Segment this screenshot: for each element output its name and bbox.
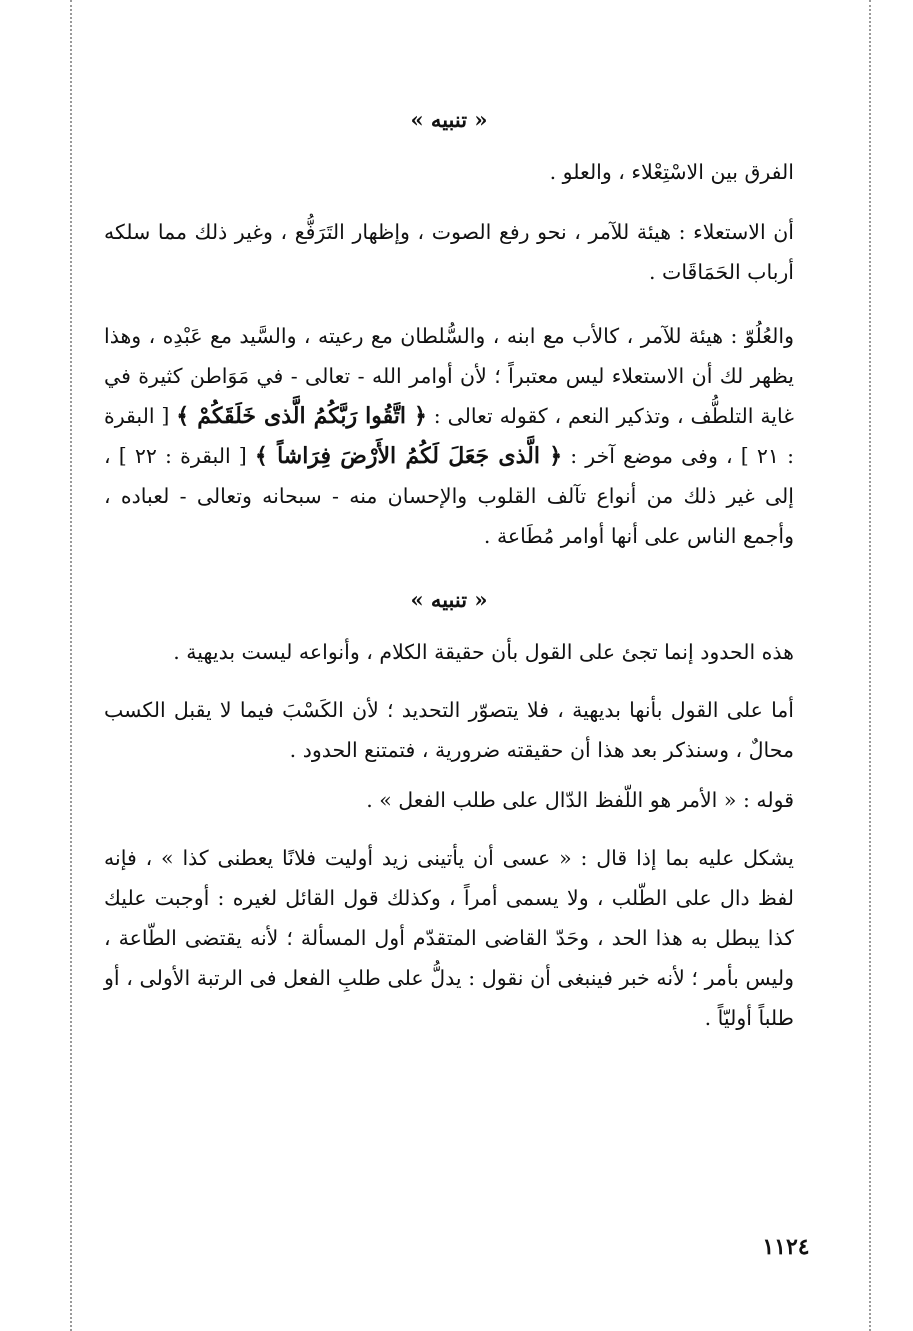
paragraph-quote-definition: قوله : « الأمر هو اللّفظ الدّال على طلب الفعل » . xyxy=(366,788,794,812)
page-edge-right xyxy=(869,0,871,1331)
paragraph-self-evident-view: أما على القول بأنها بديهية ، فلا يتصوّر التحديد ؛ لأن الكَسْبَ فيما لا يقبل الكسب محالٌ ، وسنذكر بعد هذا أن حقيقته ضرورية ، فتمتنع الحدود . xyxy=(104,698,794,762)
paragraph-uluw-text-1: والعُلُوّ : هيئة للآمر ، كالأب مع ابنه ، والسُّلطان مع رعيته ، والسَّيد مع عَبْدِه ، وهذا يظهر لك أن الاستعلاء ليس معتبراً ؛ لأن أوامر الله - تعالى - في مَوَاطن كثيرة في غاية التلطُّف ، وتذكير النعم ، كقوله تعالى : xyxy=(104,324,794,428)
section-heading-1: « تنبيه » xyxy=(410,107,488,132)
paragraph-definitions-note: هذه الحدود إنما تجئ على القول بأن حقيقة الكلام ، وأنواعه ليست بديهية . xyxy=(173,640,794,664)
paragraph-difference-statement: الفرق بين الاسْتِعْلاء ، والعلو . xyxy=(549,160,794,184)
paragraph-uluw-text-2: [ البقرة : ٢١ ] ، وفى موضع آخر : xyxy=(104,404,794,468)
page-edge-left xyxy=(70,0,72,1331)
page-number: ١١٢٤ xyxy=(762,1234,810,1260)
section-heading-2: « تنبيه » xyxy=(410,587,488,612)
document-page xyxy=(104,98,794,1038)
quran-verse-2: ﴿ الَّذى جَعَلَ لَكُمُ الأَرْضَ فِرَاشاً ﴾ xyxy=(254,443,563,469)
paragraph-uluw-text-3: [ البقرة : ٢٢ ] ، إلى غير ذلك من أنواع تآلف القلوب والإحسان منه - سبحانه وتعالى - لعباده ، وأجمع الناس على أنها أوامر مُطَاعة . xyxy=(104,444,794,548)
paragraph-objection: يشكل عليه بما إذا قال : « عسى أن يأتينى زيد أوليت فلانًا يعطنى كذا » ، فإنه لفظ دال على الطّلب ، ولا يسمى أمراً ، وكذلك قول القائل لغيره : أوجبت عليك كذا يبطل به هذا الحد ، وحَدّ القاضى المتقدّم أول المسألة ؛ لأنه يقتضى الطّاعة ، وليس بأمر ؛ لأنه خبر فينبغى أن نقول : يدلُّ على طلبِ الفعل فى الرتبة الأولى ، أو طلباً أوليّاً . xyxy=(104,846,795,1030)
quran-verse-1: ﴿ اتَّقُوا رَبَّكُمُ الَّذى خَلَقَكُمْ ﴾ xyxy=(176,403,427,429)
paragraph-isti-la-definition: أن الاستعلاء : هيئة للآمر ، نحو رفع الصوت ، وإظهار التَرَفُّع ، وغير ذلك مما سلكه أرباب الحَمَاقَات . xyxy=(104,220,794,284)
paragraph-uluw-definition xyxy=(104,316,794,556)
